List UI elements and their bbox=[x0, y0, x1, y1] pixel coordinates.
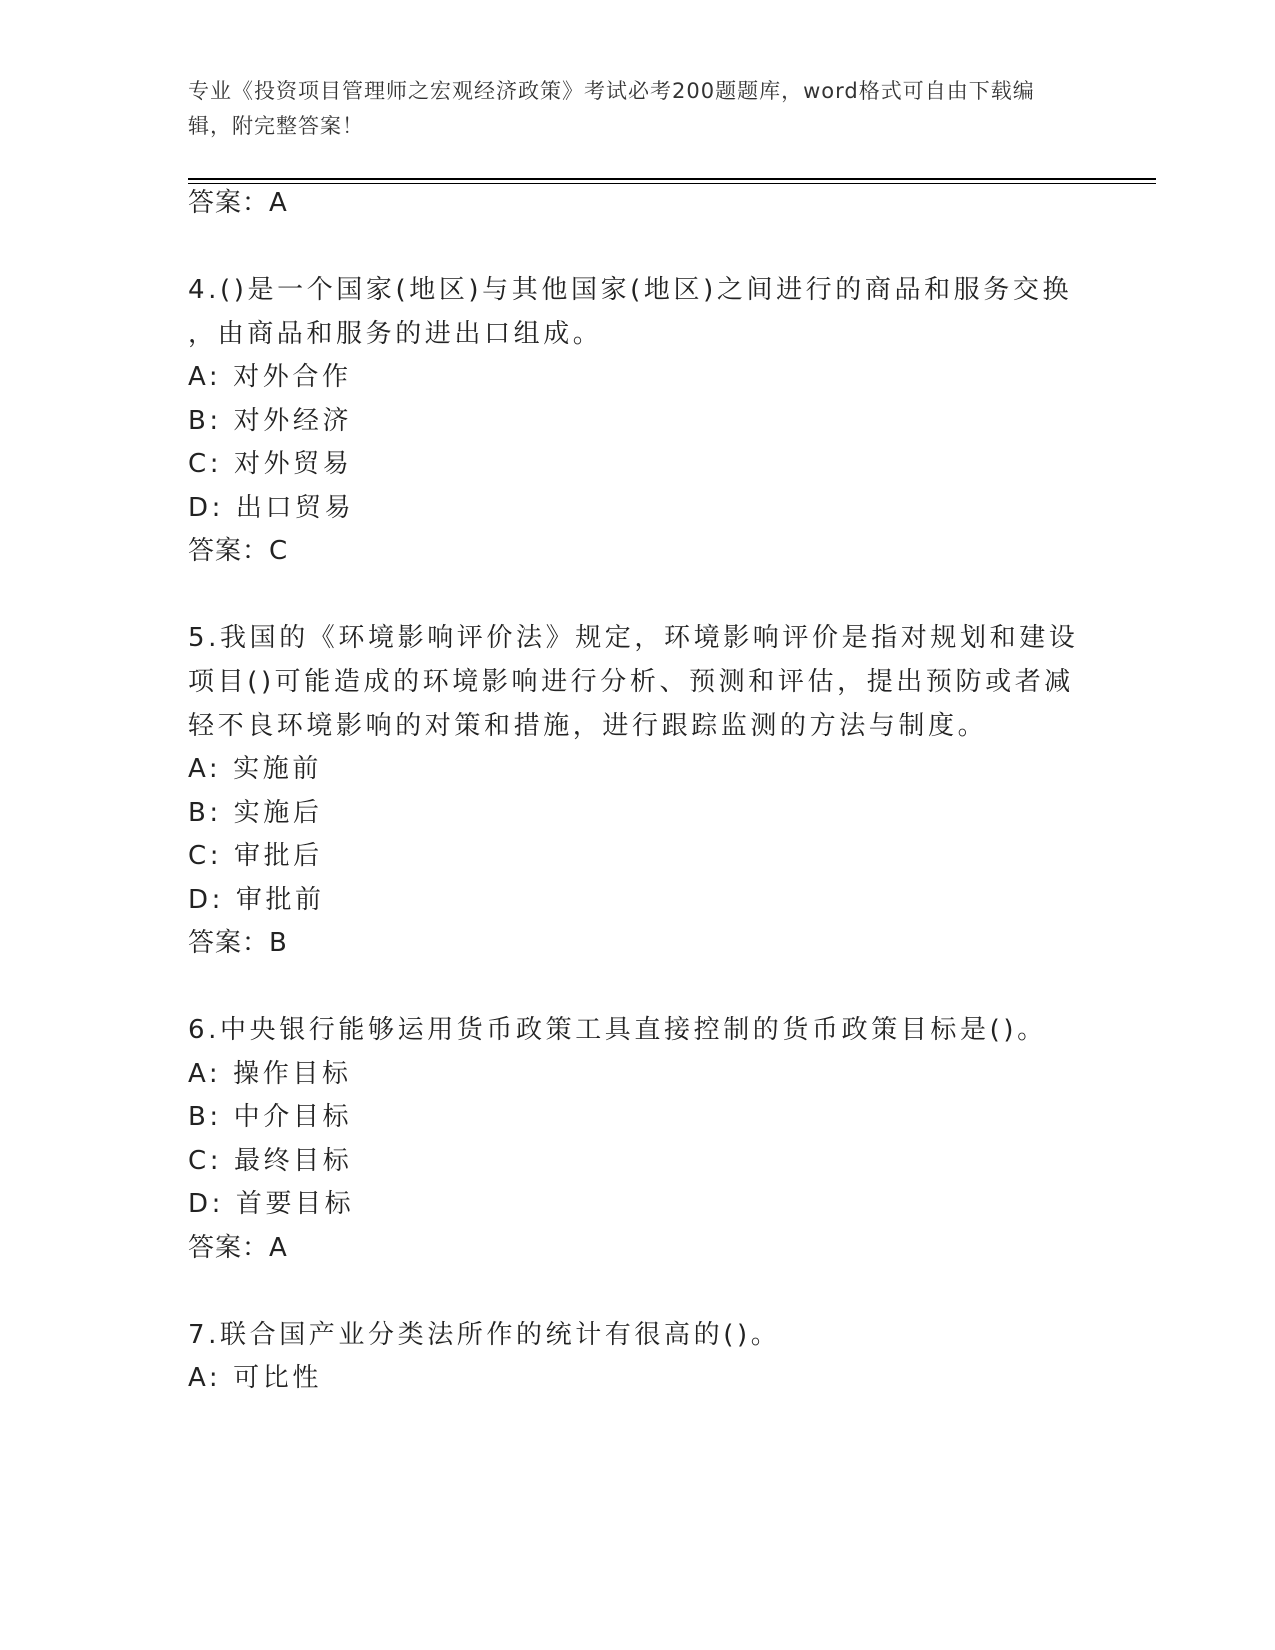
question-5-line-1: 5.我国的《环境影响评价法》规定，环境影响评价是指对规划和建设 bbox=[188, 623, 1079, 653]
answer-q4: 答案：C bbox=[188, 536, 289, 566]
question-4-line-1: 4.()是一个国家(地区)与其他国家(地区)之间进行的商品和服务交换 bbox=[188, 275, 1073, 305]
option-6c: C: 最终目标 bbox=[188, 1146, 353, 1176]
question-7-line-1: 7.联合国产业分类法所作的统计有很高的()。 bbox=[188, 1320, 781, 1350]
option-6b: B: 中介目标 bbox=[188, 1102, 353, 1132]
question-4-line-2: ，由商品和服务的进出口组成。 bbox=[188, 319, 603, 349]
option-5a: A: 实施前 bbox=[188, 754, 322, 784]
option-4c: C: 对外贸易 bbox=[188, 449, 353, 479]
option-5d: D: 审批前 bbox=[188, 885, 325, 915]
header-divider-thick bbox=[188, 178, 1156, 180]
question-6-line-1: 6.中央银行能够运用货币政策工具直接控制的货币政策目标是()。 bbox=[188, 1015, 1047, 1045]
answer-q6: 答案：A bbox=[188, 1233, 288, 1263]
question-5-line-2: 项目()可能造成的环境影响进行分析、预测和评估，提出预防或者减 bbox=[188, 667, 1074, 697]
option-7a: A: 可比性 bbox=[188, 1363, 322, 1393]
option-6d: D: 首要目标 bbox=[188, 1189, 355, 1219]
question-5-line-3: 轻不良环境影响的对策和措施，进行跟踪监测的方法与制度。 bbox=[188, 711, 988, 741]
answer-q5: 答案：B bbox=[188, 928, 288, 958]
option-5b: B: 实施后 bbox=[188, 798, 323, 828]
document-header: 专业《投资项目管理师之宏观经济政策》考试必考200题题库，word格式可自由下载编辑，附完整答案！ bbox=[188, 79, 1035, 138]
option-6a: A: 操作目标 bbox=[188, 1059, 352, 1089]
option-4b: B: 对外经济 bbox=[188, 406, 353, 436]
option-5c: C: 审批后 bbox=[188, 841, 323, 871]
header-divider-thin bbox=[188, 183, 1156, 184]
answer-q3: 答案：A bbox=[188, 188, 288, 218]
option-4a: A: 对外合作 bbox=[188, 362, 352, 392]
option-4d: D: 出口贸易 bbox=[188, 493, 355, 523]
